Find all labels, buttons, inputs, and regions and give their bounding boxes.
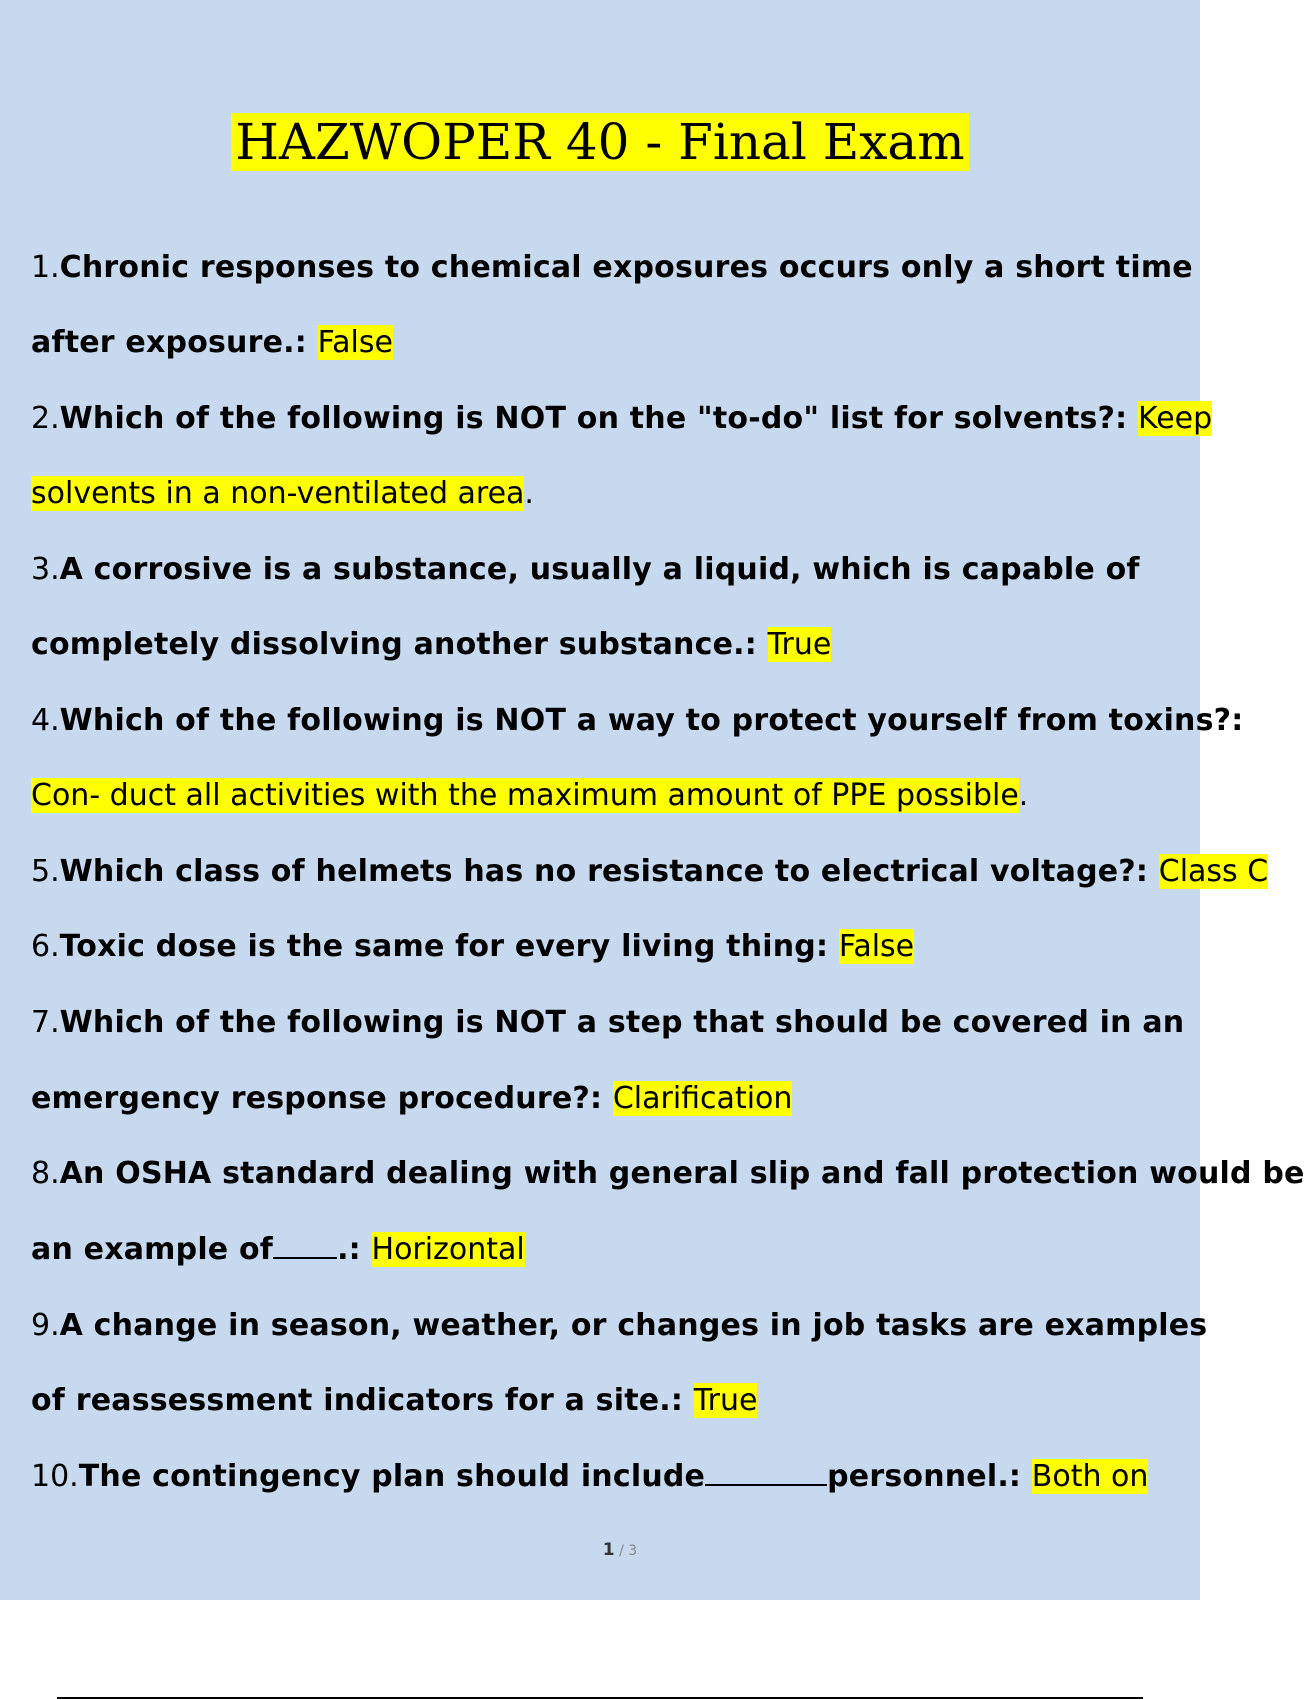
question-number: 6. <box>31 929 60 964</box>
question-text: after exposure.: <box>31 325 318 360</box>
question-text: emergency response procedure?: <box>31 1081 613 1116</box>
question-number: 10. <box>31 1459 79 1494</box>
question-text: Chronic responses to chemical exposures occurs only a short time <box>59 250 1193 285</box>
fill-in-blank <box>705 1458 827 1486</box>
question-text: A change in season, weather, or changes in job tasks are examples <box>59 1308 1208 1343</box>
question-1-line-1 <box>31 248 1193 288</box>
question-text: .: <box>337 1232 372 1267</box>
question-text: Which of the following is NOT a way to protect yourself from toxins?: <box>59 703 1244 738</box>
page-indicator <box>0 1540 1240 1560</box>
question-number: 7. <box>31 1005 60 1040</box>
answer-highlight: Con- duct all activities with the maximum amount of PPE possible <box>31 778 1019 813</box>
question-8-line-1 <box>31 1154 1305 1194</box>
question-text: Toxic dose is the same for every living thing: <box>59 929 839 964</box>
question-number: 5. <box>31 854 60 889</box>
question-text: Which of the following is NOT on the "to-do" list for solvents?: <box>59 401 1139 436</box>
question-4-line-1 <box>31 701 1243 741</box>
page-divider <box>57 1697 1143 1699</box>
answer-trail: . <box>1018 778 1029 813</box>
question-number: 2. <box>31 401 60 436</box>
page-separator: / <box>614 1543 629 1559</box>
question-2-line-1 <box>31 399 1212 439</box>
answer-highlight: True <box>767 627 832 662</box>
answer-highlight: True <box>693 1383 758 1418</box>
answer-highlight: Clarification <box>612 1081 793 1116</box>
current-page: 1 <box>602 1540 615 1560</box>
answer-highlight: Keep <box>1138 401 1213 436</box>
question-3-line-1 <box>31 550 1140 590</box>
document-title <box>0 110 1200 174</box>
answer-trail: . <box>524 476 534 511</box>
question-10-line-1 <box>31 1457 1148 1497</box>
question-7-line-1 <box>31 1003 1184 1043</box>
question-8-line-2 <box>31 1230 525 1270</box>
answer-highlight: solvents in a non-ventilated area <box>31 476 525 511</box>
question-number: 4. <box>31 703 60 738</box>
question-3-line-2 <box>31 625 831 665</box>
question-5-line-1 <box>31 852 1268 892</box>
question-9-line-1 <box>31 1306 1207 1346</box>
question-4-line-2 <box>31 776 1028 816</box>
answer-highlight: False <box>317 325 393 360</box>
question-text: an example of <box>31 1232 274 1267</box>
question-2-line-2 <box>31 474 534 514</box>
question-1-line-2 <box>31 323 393 363</box>
question-text: completely dissolving another substance.: <box>31 627 768 662</box>
question-text: A corrosive is a substance, usually a liquid, which is capable of <box>59 552 1140 587</box>
question-9-line-2 <box>31 1381 757 1421</box>
fill-in-blank <box>273 1231 337 1259</box>
answer-highlight: Both on <box>1031 1459 1149 1494</box>
answer-highlight: Class C <box>1158 854 1269 889</box>
question-text: An OSHA standard dealing with general slip and fall protection would be <box>59 1156 1305 1191</box>
question-number: 1. <box>31 250 60 285</box>
title-text: HAZWOPER 40 - Final Exam <box>231 113 968 171</box>
question-text: of reassessment indicators for a site.: <box>31 1383 694 1418</box>
question-text: personnel.: <box>827 1459 1032 1494</box>
question-text: The contingency plan should include <box>78 1459 706 1494</box>
answer-highlight: False <box>838 929 915 964</box>
question-number: 3. <box>31 552 60 587</box>
question-text: Which class of helmets has no resistance to electrical voltage?: <box>59 854 1159 889</box>
answer-highlight: Horizontal <box>371 1232 525 1267</box>
question-text: Which of the following is NOT a step that should be covered in an <box>59 1005 1185 1040</box>
total-pages: 3 <box>628 1543 638 1559</box>
question-7-line-2 <box>31 1079 792 1119</box>
question-number: 9. <box>31 1308 60 1343</box>
question-6-line-1 <box>31 927 914 967</box>
question-number: 8. <box>31 1156 60 1191</box>
